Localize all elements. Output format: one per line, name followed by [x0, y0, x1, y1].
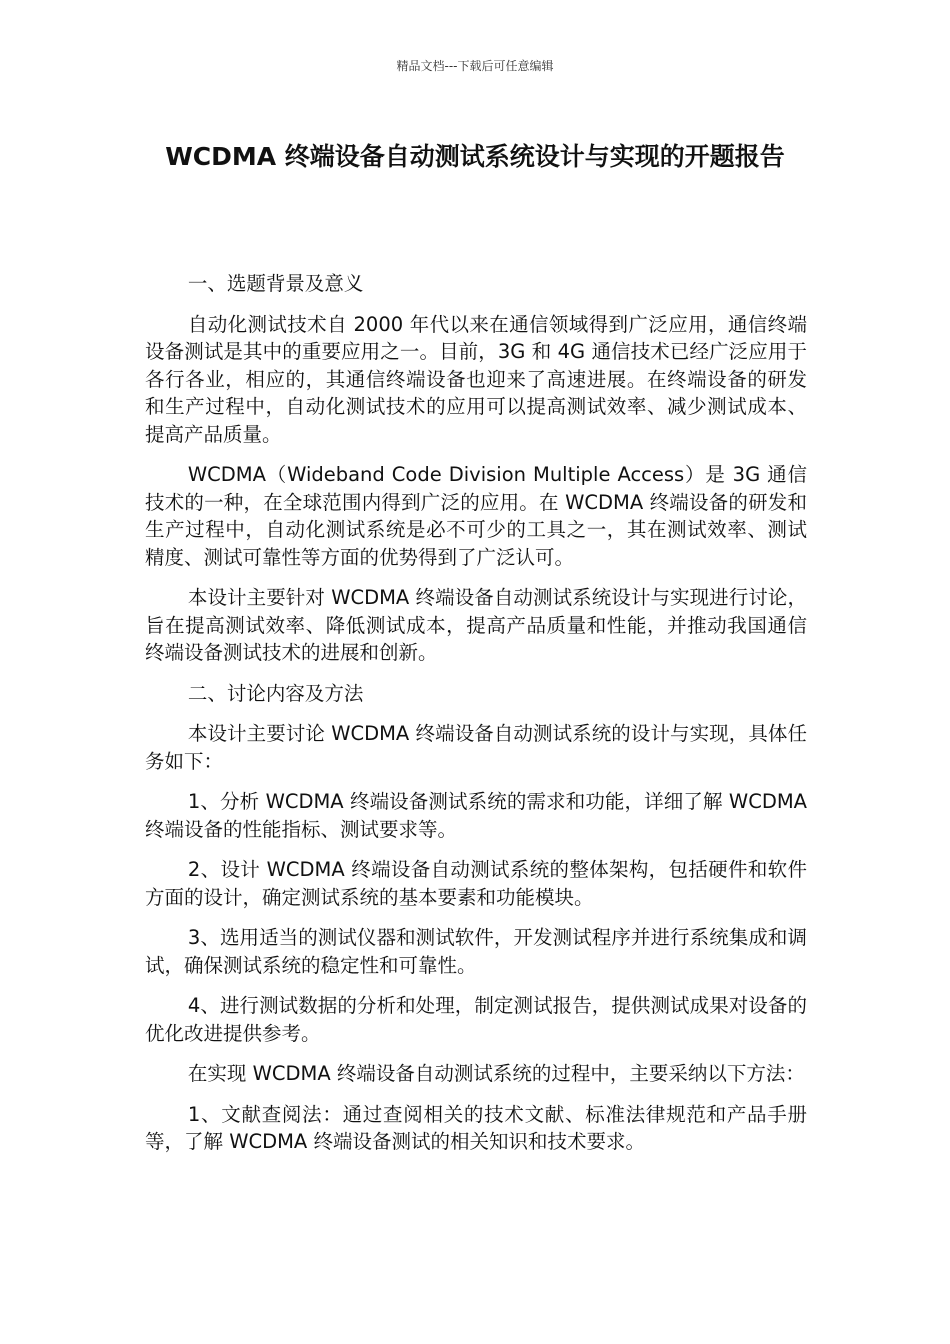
paragraph-tasks-intro: 本设计主要讨论 WCDMA 终端设备自动测试系统的设计与实现，具体任务如下： [145, 722, 807, 773]
paragraph-background-2: WCDMA（Wideband Code Division Multiple Access）是 3G 通信技术的一种，在全球范围内得到广泛的应用。在 WCDMA 终端设备的研发和生产过程中，自动化测试系统是必不可少的工具之一，其在测试效率、测试精度、测试可靠性等方面的优势得到了广泛认可。 [145, 463, 807, 569]
method-item-1: 1、文献查阅法：通过查阅相关的技术文献、标准法律规范和产品手册等，了解 WCDMA 终端设备测试的相关知识和技术要求。 [145, 1102, 807, 1153]
section-heading-content-methods: 二、讨论内容及方法 [187, 681, 364, 705]
section-heading-background: 一、选题背景及意义 [187, 272, 364, 295]
task-item-2: 2、设计 WCDMA 终端设备自动测试系统的整体架构，包括硬件和软件方面的设计，确定测试系统的基本要素和功能模块。 [145, 858, 807, 909]
document-title: WCDMA 终端设备自动测试系统设计与实现的开题报告 [165, 142, 785, 171]
task-item-1: 1、分析 WCDMA 终端设备测试系统的需求和功能，详细了解 WCDMA 终端设备的性能指标、测试要求等。 [145, 790, 807, 841]
task-item-4: 4、进行测试数据的分析和处理，制定测试报告，提供测试成果对设备的优化改进提供参考。 [145, 994, 807, 1045]
paragraph-background-3: 本设计主要针对 WCDMA 终端设备自动测试系统设计与实现进行讨论，旨在提高测试效率、降低测试成本，提高产品质量和性能，并推动我国通信终端设备测试技术的进展和创新。 [145, 586, 807, 664]
document-body [145, 270, 807, 1169]
page-header-watermark: 精品文档---下载后可任意编辑 [396, 59, 554, 73]
task-item-3: 3、选用适当的测试仪器和测试软件，开发测试程序并进行系统集成和调试，确保测试系统的稳定性和可靠性。 [145, 926, 807, 977]
paragraph-background-1: 自动化测试技术自 2000 年代以来在通信领域得到广泛应用，通信终端设备测试是其中的重要应用之一。目前，3G 和 4G 通信技术已经广泛应用于各行各业，相应的，其通信终端设备也迎来了高速进展。在终端设备的研发和生产过程中，自动化测试技术的应用可以提高测试效率、减少测试成本、提高产品质量。 [145, 312, 807, 446]
paragraph-methods-intro: 在实现 WCDMA 终端设备自动测试系统的过程中，主要采纳以下方法： [187, 1062, 805, 1085]
